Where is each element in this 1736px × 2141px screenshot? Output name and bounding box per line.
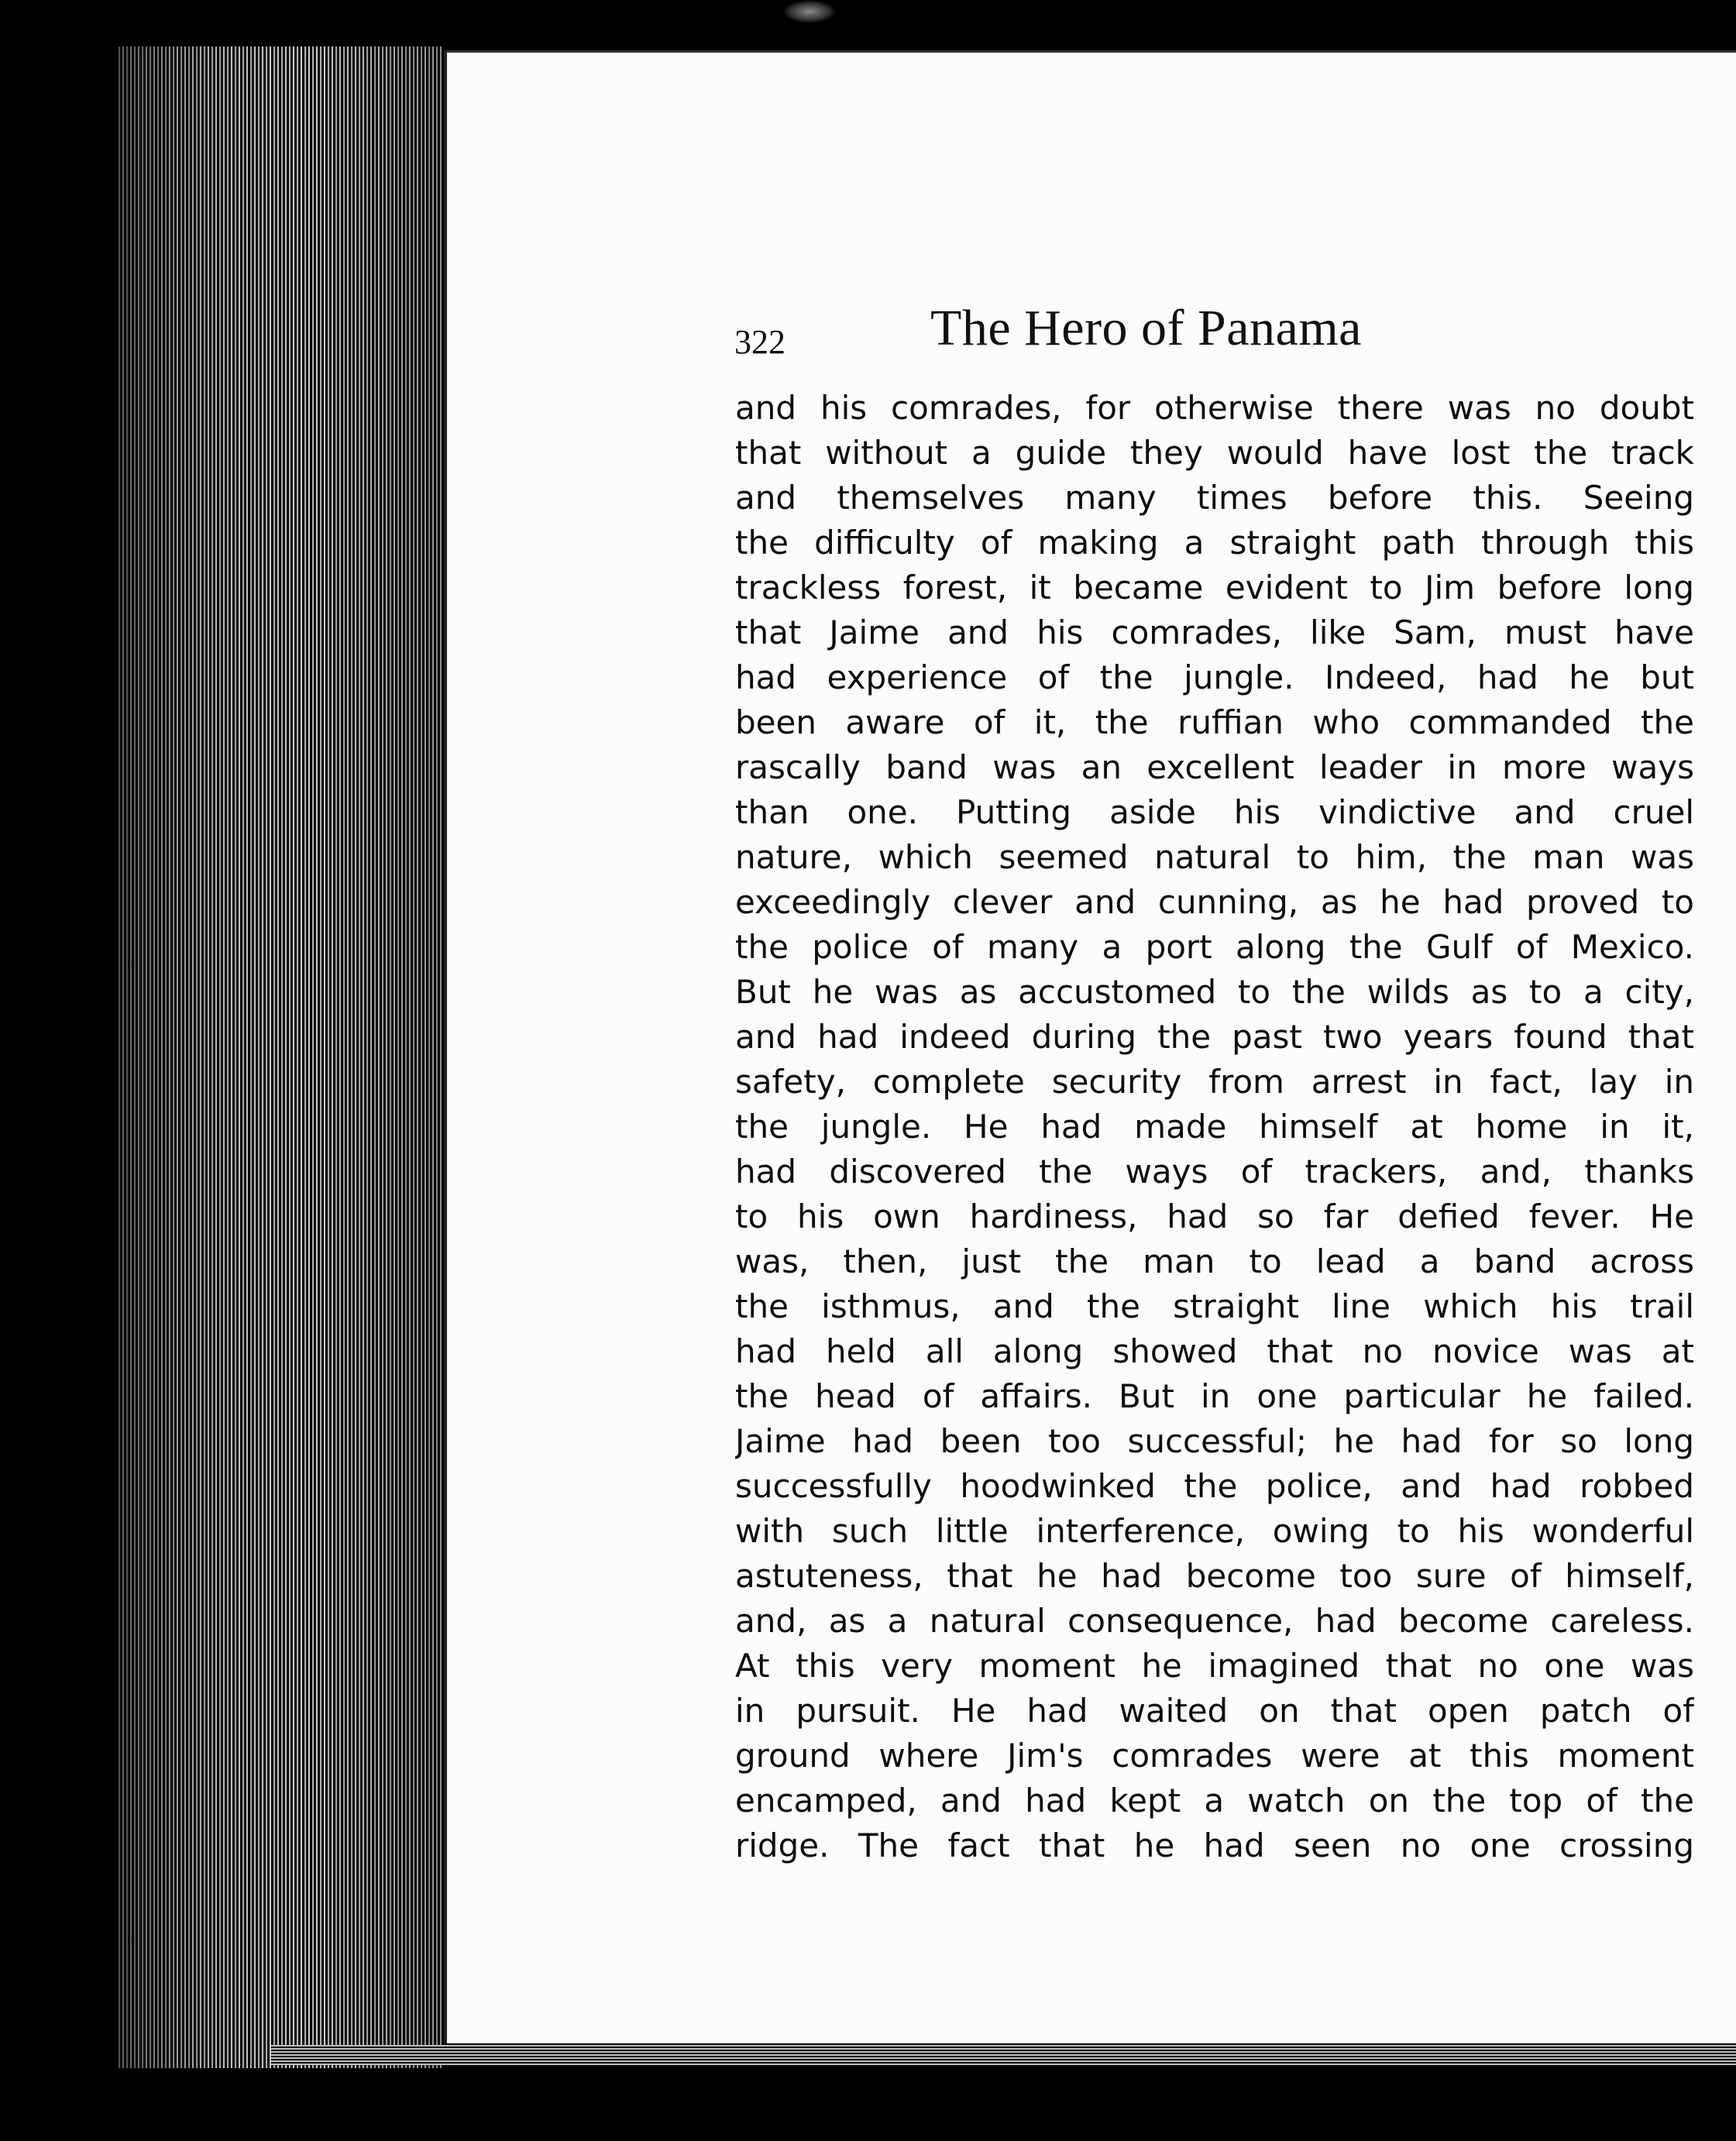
text-line: nature, which seemed natural to him, the man was <box>735 838 1694 876</box>
text-line: than one. Putting aside his vindictive and cruel <box>735 793 1694 831</box>
text-line: had experience of the jungle. Indeed, had he but <box>735 658 1694 696</box>
book-page <box>444 50 1736 2043</box>
text-line: that Jaime and his comrades, like Sam, must have <box>735 613 1694 651</box>
text-line: was, then, just the man to lead a band across <box>735 1242 1694 1280</box>
running-title: The Hero of Panama <box>930 300 1362 356</box>
text-line: and, as a natural consequence, had become careless. <box>735 1602 1694 1640</box>
text-line: in pursuit. He had waited on that open patch of <box>735 1692 1694 1730</box>
text-line: trackless forest, it became evident to Jim before long <box>735 569 1694 607</box>
text-line: the difficulty of making a straight path through this <box>735 524 1694 562</box>
text-line: the isthmus, and the straight line which his trail <box>735 1287 1694 1325</box>
text-line: the jungle. He had made himself at home in it, <box>735 1108 1694 1146</box>
text-line: Jaime had been too successful; he had for so long <box>735 1422 1694 1460</box>
text-line: and themselves many times before this. Seeing <box>735 479 1694 517</box>
text-line: At this very moment he imagined that no one was <box>735 1647 1694 1685</box>
text-line: and his comrades, for otherwise there was no doubt <box>735 389 1694 427</box>
book-bottom-edge <box>271 2045 1736 2065</box>
text-line: safety, complete security from arrest in fact, lay in <box>735 1063 1694 1101</box>
text-line: ground where Jim's comrades were at this moment <box>735 1737 1694 1775</box>
text-line: had discovered the ways of trackers, and, thanks <box>735 1153 1694 1191</box>
text-line: But he was as accustomed to the wilds as to a city, <box>735 973 1694 1011</box>
text-line: that without a guide they would have lost the track <box>735 434 1694 472</box>
text-line: exceedingly clever and cunning, as he had proved to <box>735 883 1694 921</box>
book-page-edges <box>116 46 442 2068</box>
text-line: had held all along showed that no novice was at <box>735 1332 1694 1370</box>
text-line: and had indeed during the past two years found that <box>735 1018 1694 1056</box>
text-line: the head of affairs. But in one particular he failed. <box>735 1377 1694 1415</box>
text-line: ridge. The fact that he had seen no one crossing <box>735 1827 1694 1864</box>
text-line: successfully hoodwinked the police, and had robbed <box>735 1467 1694 1505</box>
page-header <box>734 299 1695 369</box>
text-line: with such little interference, owing to his wonderful <box>735 1512 1694 1550</box>
text-line: the police of many a port along the Gulf of Mexico. <box>735 928 1694 966</box>
text-line: astuteness, that he had become too sure of himself, <box>735 1557 1694 1595</box>
page-number: 322 <box>734 323 785 361</box>
text-line: encamped, and had kept a watch on the top of the <box>735 1782 1694 1820</box>
body-text <box>735 386 1694 1868</box>
text-line: to his own hardiness, had so far defied fever. He <box>735 1198 1694 1235</box>
text-line: been aware of it, the ruffian who commanded the <box>735 703 1694 741</box>
binding-mark <box>782 0 837 23</box>
text-line: rascally band was an excellent leader in more ways <box>735 748 1694 786</box>
